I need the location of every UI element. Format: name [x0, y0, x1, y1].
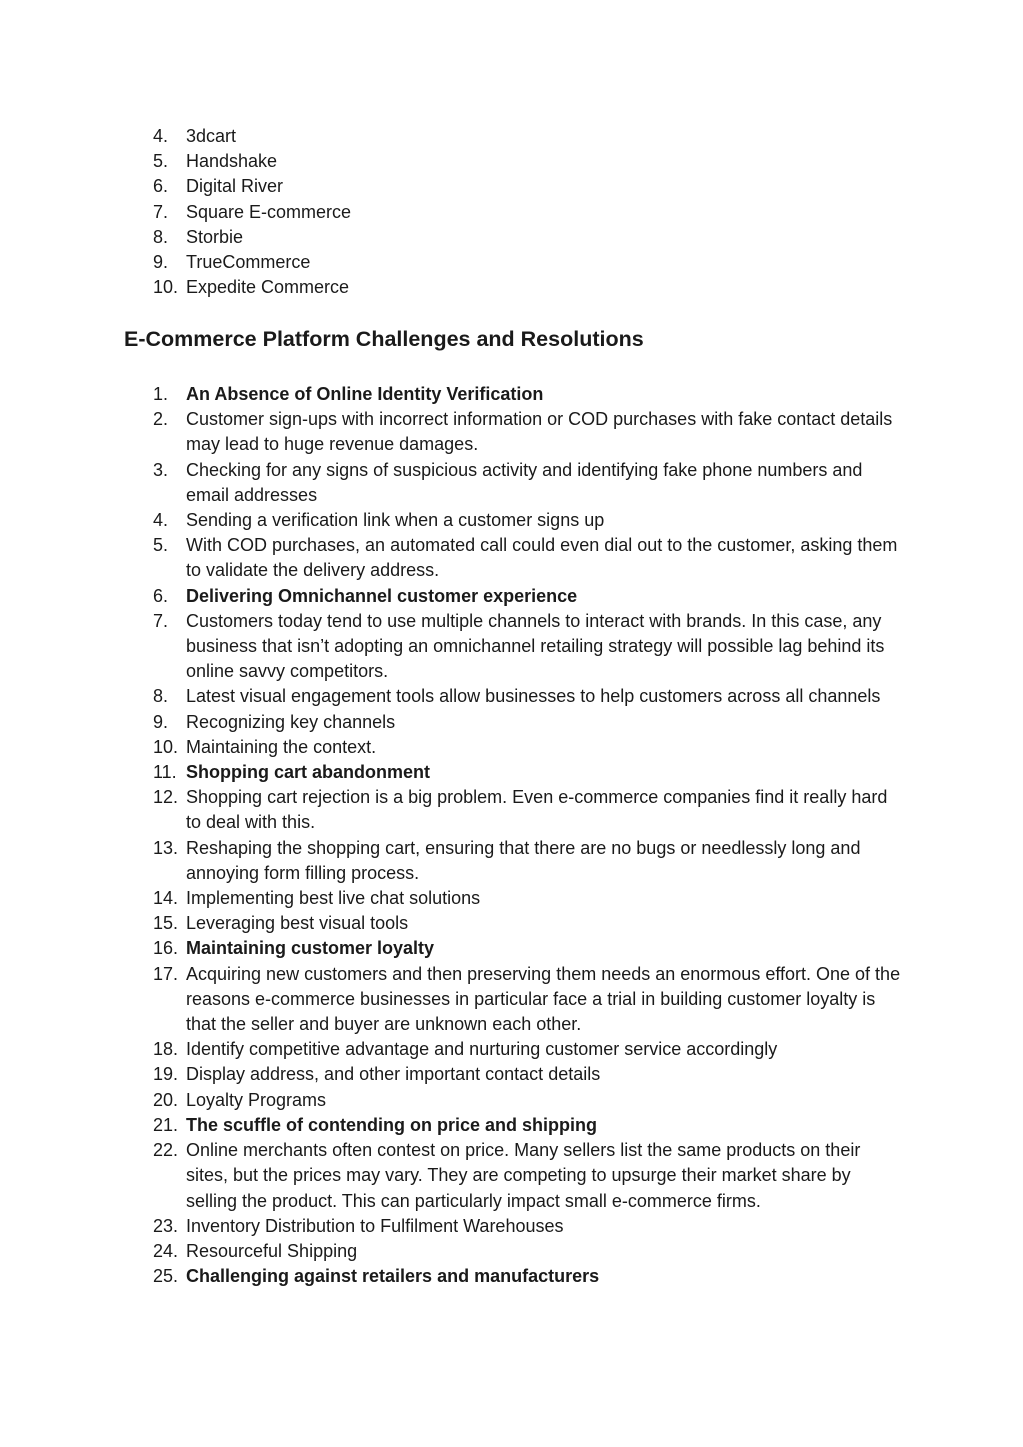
- list-item: [0, 225, 1023, 250]
- list-item-text: 3dcart: [186, 126, 237, 146]
- list-item: [0, 174, 1023, 199]
- list-item: [0, 149, 1023, 174]
- list-item-number: 5.: [153, 535, 169, 556]
- list-item: [0, 836, 1023, 886]
- list-item: [0, 382, 1023, 407]
- list-item-text: Square E-commerce: [186, 201, 352, 222]
- list-item-text: Acquiring new customers and then preserving them needs an enormous effort. One of the reasons e-commerce businesses in particular face a trial in building customer loyalty is that the seller and buyer are unknown each other.: [186, 963, 901, 1035]
- list-item: [0, 1214, 1023, 1239]
- list-item-subheading: Delivering Omnichannel customer experience: [186, 585, 578, 606]
- list-item-text: Implementing best live chat solutions: [186, 888, 481, 909]
- list-item-text: Digital River: [186, 176, 284, 197]
- list-item-text: With COD purchases, an automated call could even dial out to the customer, asking them to validate the delivery address.: [186, 535, 898, 581]
- list-item: [0, 1037, 1023, 1062]
- list-item-number: 20.: [153, 1089, 179, 1110]
- list-item-number: 14.: [153, 888, 179, 909]
- list-item-text: Recognizing key channels: [186, 711, 396, 732]
- list-item-text: Online merchants often contest on price. Many sellers list the same products on their sites, but the prices may vary. They are competing to upsurge their market share by selling the product. This can particularly impact small e-commerce firms.: [186, 1140, 861, 1211]
- challenges-list: [0, 382, 1023, 1289]
- list-item-number: 7.: [153, 610, 169, 631]
- list-item-number: 6.: [153, 585, 169, 606]
- list-item-number: 8.: [153, 226, 169, 247]
- list-item: [0, 962, 1023, 1038]
- list-item-subheading: Maintaining customer loyalty: [186, 938, 435, 959]
- list-item: [0, 1113, 1023, 1138]
- list-item-text: Reshaping the shopping cart, ensuring that there are no bugs or needlessly long and annoying form filling process.: [186, 837, 861, 883]
- list-item-number: 1.: [153, 384, 169, 404]
- list-item-text: Maintaining the context.: [186, 736, 377, 757]
- list-item-number: 19.: [153, 1064, 179, 1085]
- list-item-text: Sending a verification link when a customer signs up: [186, 510, 605, 531]
- list-item-number: 21.: [153, 1114, 179, 1135]
- list-item: [0, 1239, 1023, 1264]
- list-item: [0, 710, 1023, 735]
- list-item: [0, 911, 1023, 936]
- list-item-number: 4.: [153, 126, 169, 146]
- list-item-number: 2.: [153, 409, 169, 430]
- list-item-text: Expedite Commerce: [186, 277, 350, 298]
- list-item-text: Handshake: [186, 151, 278, 172]
- list-item-text: Latest visual engagement tools allow businesses to help customers across all channels: [186, 686, 881, 707]
- list-item: [0, 735, 1023, 760]
- list-item: [0, 760, 1023, 785]
- list-item: [0, 533, 1023, 583]
- list-item-number: 17.: [153, 963, 179, 984]
- list-item-subheading: Shopping cart abandonment: [186, 762, 431, 783]
- list-item: [0, 1062, 1023, 1087]
- list-item: [0, 407, 1023, 457]
- list-item-number: 8.: [153, 686, 169, 707]
- list-item-number: 12.: [153, 787, 179, 808]
- list-item-number: 3.: [153, 459, 169, 480]
- list-item-number: 9.: [153, 252, 169, 273]
- list-item-number: 7.: [153, 201, 169, 222]
- list-item-number: 25.: [153, 1266, 179, 1287]
- list-item: [0, 1264, 1023, 1289]
- list-item-text: Inventory Distribution to Fulfilment Warehouses: [186, 1215, 564, 1236]
- list-item: [0, 584, 1023, 609]
- list-item-subheading: An Absence of Online Identity Verification: [186, 384, 544, 404]
- list-item: [0, 1138, 1023, 1214]
- list-item-number: 13.: [153, 837, 179, 858]
- list-item-text: Identify competitive advantage and nurturing customer service accordingly: [186, 1039, 778, 1060]
- list-item-number: 10.: [153, 277, 179, 298]
- list-item: [0, 886, 1023, 911]
- list-item-number: 5.: [153, 151, 169, 172]
- list-item: [0, 1088, 1023, 1113]
- list-item-text: Shopping cart rejection is a big problem. Even e-commerce companies find it really hard to deal with this.: [186, 787, 888, 833]
- list-item-subheading: The scuffle of contending on price and shipping: [186, 1114, 598, 1135]
- list-item-number: 10.: [153, 736, 179, 757]
- list-item-text: Checking for any signs of suspicious activity and identifying fake phone numbers and email addresses: [186, 459, 863, 505]
- list-item-number: 18.: [153, 1039, 179, 1060]
- list-item-text: TrueCommerce: [186, 252, 311, 273]
- list-item-number: 6.: [153, 176, 169, 197]
- list-item-text: Display address, and other important contact details: [186, 1064, 601, 1085]
- list-item: [0, 124, 1023, 149]
- list-item-subheading: Challenging against retailers and manufacturers: [186, 1266, 600, 1287]
- platform-list-continued: [0, 124, 1023, 300]
- list-item-text: Loyalty Programs: [186, 1089, 327, 1110]
- list-item-number: 9.: [153, 711, 169, 732]
- list-item-number: 24.: [153, 1240, 179, 1261]
- list-item: [0, 250, 1023, 275]
- list-item: [0, 508, 1023, 533]
- list-item-number: 11.: [153, 762, 177, 783]
- list-item-number: 15.: [153, 913, 179, 934]
- list-item: [0, 609, 1023, 685]
- section-heading: E-Commerce Platform Challenges and Resolutions: [124, 327, 644, 351]
- list-item: [0, 785, 1023, 835]
- list-item: [0, 936, 1023, 961]
- list-item: [0, 275, 1023, 300]
- list-item-number: 22.: [153, 1140, 179, 1161]
- list-item: [0, 684, 1023, 709]
- list-item-text: Resourceful Shipping: [186, 1240, 358, 1261]
- list-item-text: Leveraging best visual tools: [186, 913, 409, 934]
- list-item-text: Customer sign-ups with incorrect information or COD purchases with fake contact details may lead to huge revenue damages.: [186, 409, 893, 455]
- list-item-number: 4.: [153, 510, 169, 531]
- list-item: [0, 458, 1023, 508]
- list-item-text: Customers today tend to use multiple channels to interact with brands. In this case, any business that isn’t adopting an omnichannel retailing strategy will possible lag behind its online savvy competitors.: [186, 610, 885, 682]
- list-item-number: 16.: [153, 938, 179, 959]
- list-item-text: Storbie: [186, 226, 244, 247]
- list-item-number: 23.: [153, 1215, 179, 1236]
- list-item: [0, 200, 1023, 225]
